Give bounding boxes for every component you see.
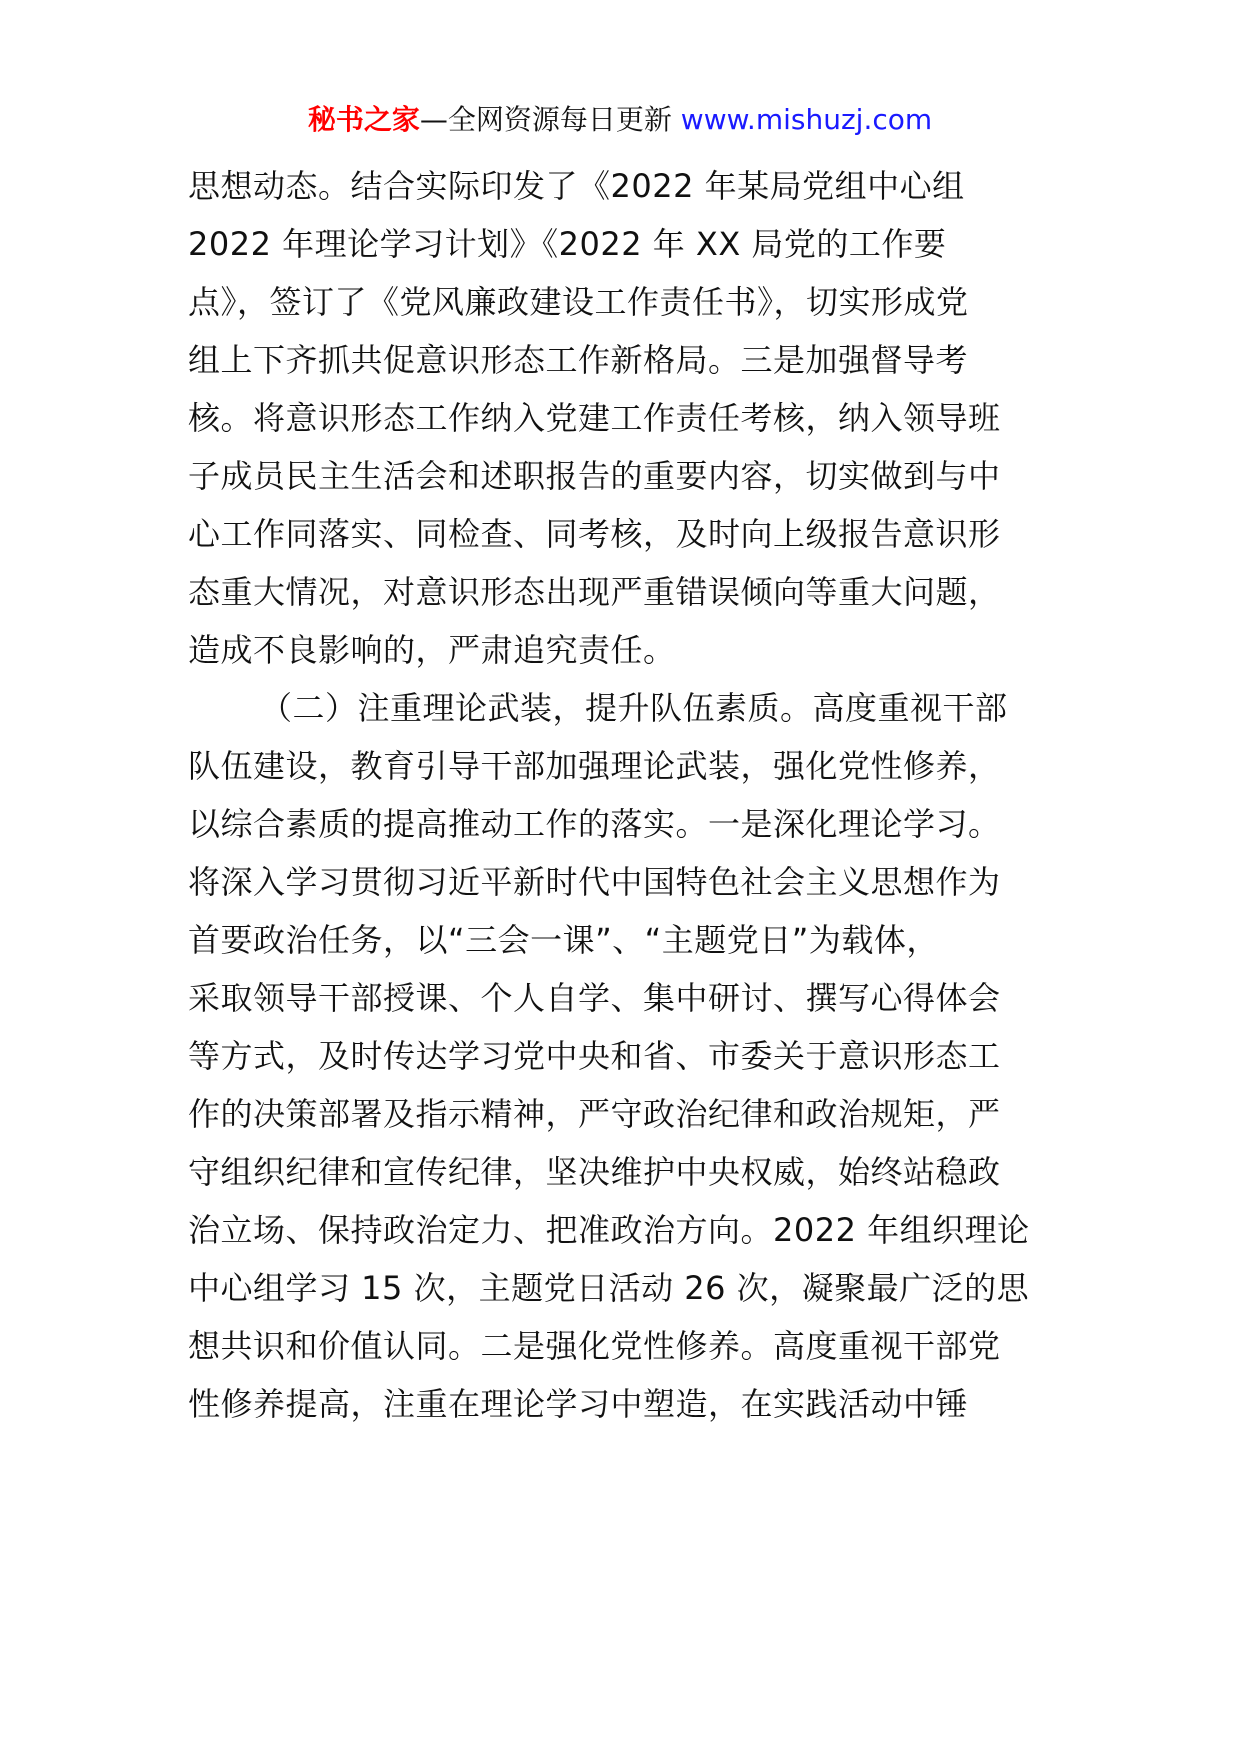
text-line: 态重大情况，对意识形态出现严重错误倾向等重大问题， xyxy=(188,573,1001,611)
section-heading-line: （二）注重理论武装，提升队伍素质。高度重视干部 xyxy=(260,689,1008,727)
text-line: 守组织纪律和宣传纪律，坚决维护中央权威，始终站稳政 xyxy=(188,1153,1001,1191)
text-line: 点》，签订了《党风廉政建设工作责任书》，切实形成党 xyxy=(188,283,969,321)
text-line: 等方式，及时传达学习党中央和省、市委关于意识形态工 xyxy=(188,1037,1001,1075)
header-site-link[interactable]: www.mishuzj.com xyxy=(680,103,933,136)
header-brand: 秘书之家 xyxy=(307,103,420,136)
text-line: 思想动态。结合实际印发了《2022 年某局党组中心组 xyxy=(188,167,965,205)
text-line: 心工作同落实、同检查、同考核，及时向上级报告意识形 xyxy=(188,515,1001,553)
text-line: 中心组学习 15 次，主题党日活动 26 次，凝聚最广泛的思 xyxy=(188,1269,1030,1307)
text-line: 性修养提高，注重在理论学习中塑造，在实践活动中锤 xyxy=(188,1385,969,1423)
header-tagline: —全网资源每日更新 xyxy=(419,103,672,136)
text-line: 采取领导干部授课、个人自学、集中研讨、撰写心得体会 xyxy=(188,979,1001,1017)
text-line: 队伍建设，教育引导干部加强理论武装，强化党性修养， xyxy=(188,747,1001,785)
text-line: 作的决策部署及指示精神，严守政治纪律和政治规矩，严 xyxy=(188,1095,1001,1133)
text-line: 2022 年理论学习计划》《2022 年 XX 局党的工作要 xyxy=(188,225,947,263)
text-line: 首要政治任务，以“三会一课”、“主题党日”为载体， xyxy=(188,921,939,959)
text-line: 将深入学习贯彻习近平新时代中国特色社会主义思想作为 xyxy=(188,863,1001,901)
text-line: 核。将意识形态工作纳入党建工作责任考核，纳入领导班 xyxy=(188,399,1001,437)
text-line: 造成不良影响的，严肃追究责任。 xyxy=(188,631,676,669)
page-header xyxy=(0,100,1240,140)
text-line: 想共识和价值认同。二是强化党性修养。高度重视干部党 xyxy=(188,1327,1001,1365)
text-line: 以综合素质的提高推动工作的落实。一是深化理论学习。 xyxy=(188,805,1001,843)
text-line: 子成员民主生活会和述职报告的重要内容，切实做到与中 xyxy=(188,457,1001,495)
text-line: 组上下齐抓共促意识形态工作新格局。三是加强督导考 xyxy=(188,341,969,379)
text-line: 治立场、保持政治定力、把准政治方向。2022 年组织理论 xyxy=(188,1211,1030,1249)
